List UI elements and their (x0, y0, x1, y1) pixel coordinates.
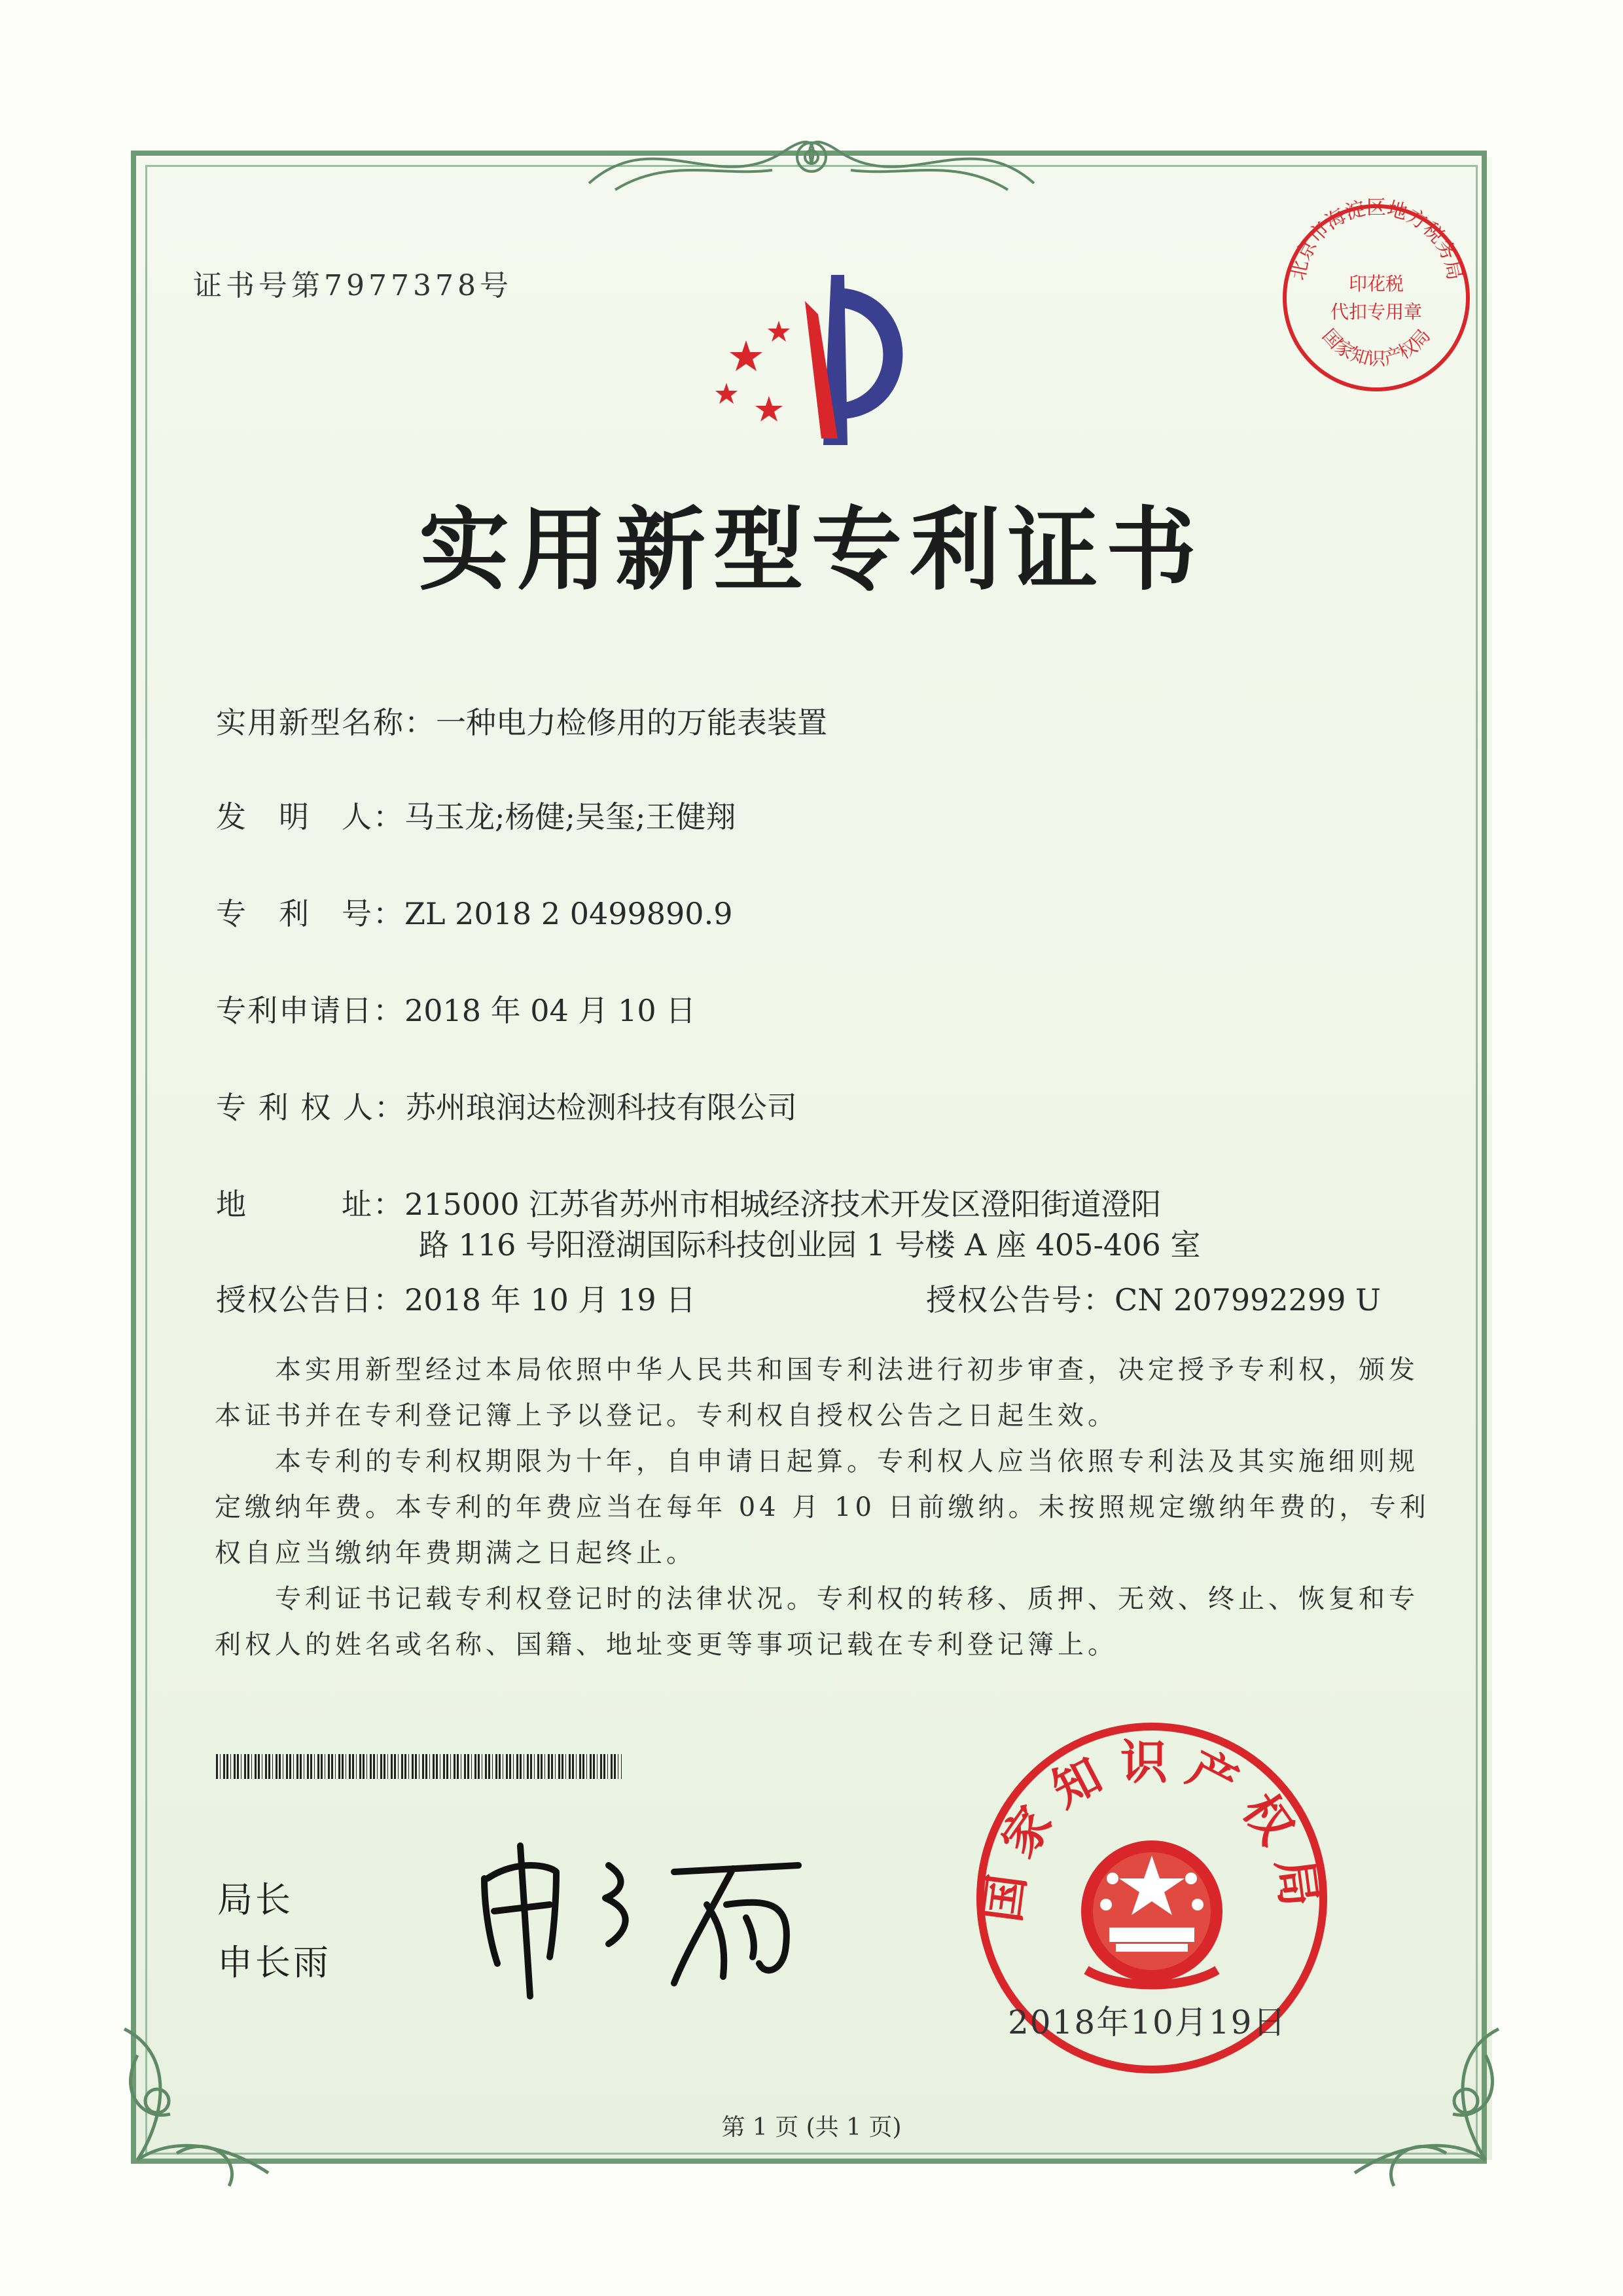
field-patentee (216, 1084, 797, 1127)
field-grant-date (216, 1276, 696, 1319)
patentee-value: 苏州琅润达检测科技有限公司 (405, 1090, 797, 1125)
field-address (216, 1181, 1161, 1224)
stamp-duty-line2: 代扣专用章 (1330, 301, 1422, 323)
svg-text:国家知识产权局 (1318, 325, 1435, 369)
field-filing-date (216, 987, 696, 1030)
patent-number-value: ZL 2018 2 0499890.9 (404, 896, 733, 931)
page-footer: 第 1 页 (共 1 页) (721, 2114, 902, 2141)
grant-number-label: 授权公告号： (926, 1282, 1115, 1318)
field-utility-model-name (216, 699, 827, 742)
field-grant-number (926, 1276, 1381, 1319)
inventor-label: 发 明 人： (216, 799, 404, 834)
patentee-label: 专 利 权 人： (216, 1090, 406, 1125)
certificate-number: 证书号第7977378号 (193, 269, 512, 302)
grant-date-value: 2018 年 10 月 19 日 (404, 1282, 696, 1318)
address-label: 地 址： (216, 1187, 404, 1222)
stamp-duty-seal (1275, 196, 1478, 399)
paragraph-1: 本实用新型经过本局依照中华人民共和国专利法进行初步审查，决定授予专利权，颁发本证书并在专利登记簿上予以登记。专利权自授权公告之日起生效。 (215, 1355, 1419, 1431)
director-signature (458, 1833, 825, 2009)
certificate-body (215, 1347, 1432, 1668)
official-seal-ring-text: 国家知识产权局 (974, 1734, 1330, 1926)
cnipa-logo-icon (707, 262, 916, 458)
filing-date-value: 2018 年 04 月 10 日 (404, 993, 696, 1028)
grant-number-value: CN 207992299 U (1115, 1282, 1381, 1318)
stamp-duty-line1: 印花税 (1348, 273, 1404, 295)
paragraph-3: 专利证书记载专利权登记时的法律状况。专利权的转移、质押、无效、终止、恢复和专利权人的姓名或名称、国籍、地址变更等事项记载在专利登记簿上。 (215, 1584, 1419, 1660)
stamp-duty-ring-text: 北京市海淀区地方税务局 (1286, 196, 1467, 283)
barcode (216, 1754, 622, 1779)
address-line-1: 215000 江苏省苏州市相城经济技术开发区澄阳街道澄阳 (404, 1187, 1162, 1222)
bottom-right-ornament (1329, 2003, 1525, 2199)
paragraph-2: 本专利的专利权期限为十年，自申请日起算。专利权人应当依照专利法及其实施细则规定缴纳年费。本专利的年费应当在每年 04 月 10 日前缴纳。未按照规定缴纳年费的，专利权自应当缴纳年费期满之日起终止。 (215, 1446, 1430, 1568)
filing-date-label: 专利申请日： (216, 993, 404, 1028)
address-line-2: 路 116 号阳澄湖国际科技创业园 1 号楼 A 座 405-406 室 (419, 1227, 1201, 1263)
certificate-title: 实用新型专利证书 (418, 496, 1204, 603)
name-label: 实用新型名称： (216, 705, 436, 740)
grant-date-label: 授权公告日： (216, 1282, 404, 1318)
top-ornament (576, 111, 1047, 203)
inventor-value: 马玉龙;杨健;吴玺;王健翔 (404, 799, 736, 834)
name-value: 一种电力检修用的万能表装置 (436, 705, 827, 740)
director-name: 申长雨 (217, 1942, 331, 1983)
stamp-duty-bottom-text: 国家知识产权局 (1317, 325, 1435, 370)
field-patent-number (216, 890, 732, 933)
patent-number-label: 专 利 号： (216, 896, 404, 931)
seal-date: 2018年10月19日 (1008, 2003, 1287, 2041)
bottom-left-ornament (98, 2003, 294, 2199)
field-inventors (216, 793, 736, 836)
director-title: 局长 (217, 1879, 293, 1920)
